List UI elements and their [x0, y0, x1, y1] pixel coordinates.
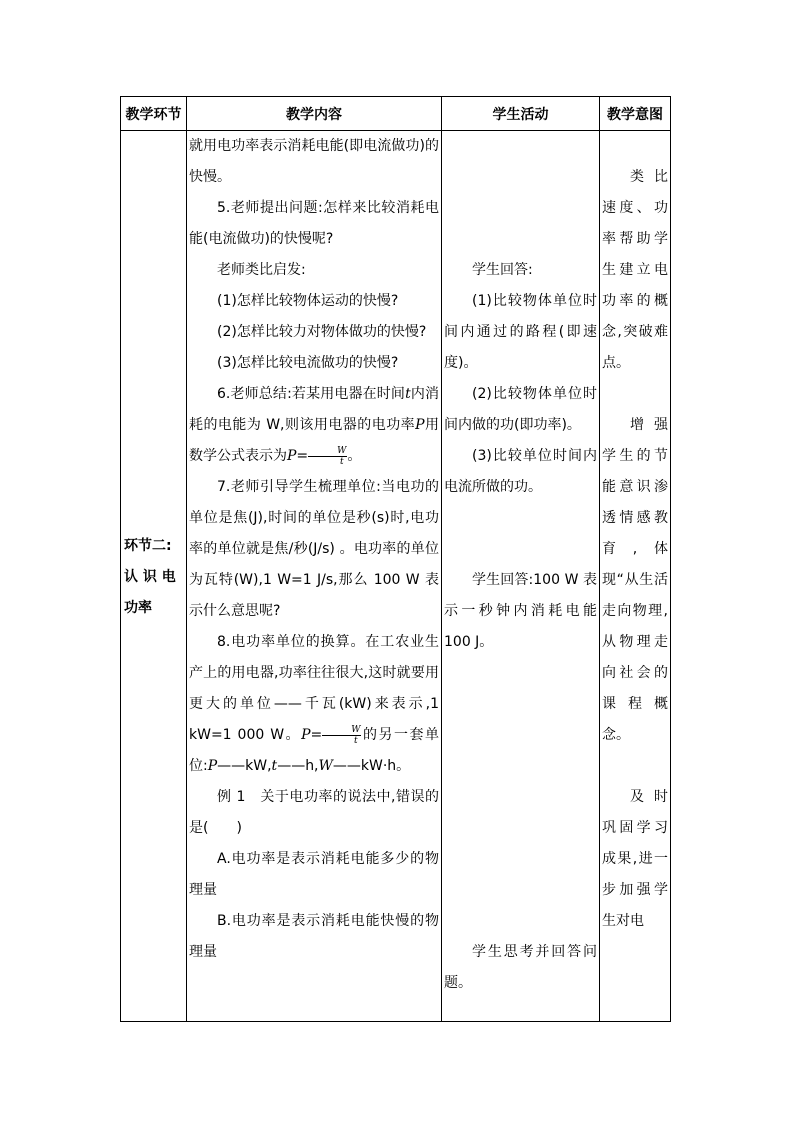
lesson-plan-table — [120, 96, 671, 1022]
stage-label: 环节二: 认 识 电 功率 — [124, 538, 176, 616]
intent-cell — [600, 131, 671, 1022]
power-formula-fraction: $\frac{W}{t}$ — [322, 725, 361, 746]
content-paragraph-formula: 6.老师总结:若某用电器在时间t内消耗的电能为 W,则该用电器的电功率P用数学公式表示为P= $\frac{W}{t}$ 。 — [189, 386, 440, 467]
header-teaching-stage: 教学环节 — [121, 97, 187, 131]
content-paragraph: (2)怎样比较力对物体做功的快慢? — [217, 324, 427, 340]
activity-paragraph: (1)比较物体单位时间内通过的路程(即速度)。 — [444, 293, 597, 371]
teaching-intent — [600, 131, 670, 937]
header-teaching-content: 教学内容 — [187, 97, 442, 131]
content-paragraph: 7.老师引导学生梳理单位:当电功的单位是焦(J),时间的单位是秒(s)时,电功率的单位就是焦/秒(J/s) 。电功率的单位为瓦特(W),1 W=1 J/s,那么 100 W 表示什么意思呢? — [189, 479, 439, 619]
intent-paragraph: 类比速度、功率帮助学生建立电功率的概念,突破难点。 — [602, 169, 668, 371]
teaching-content — [187, 131, 441, 968]
content-paragraph: 老师类比启发: — [217, 262, 306, 278]
activity-paragraph: 学生思考并回答问题。 — [444, 944, 597, 991]
student-activity — [442, 131, 599, 999]
content-cell — [187, 131, 442, 1022]
content-paragraph-formula: 8.电功率单位的换算。在工农业生产上的用电器,功率往往很大,这时就要用更大的单位——千瓦(kW)来表示,1 kW=1 000 W。P= $\frac{W}{t}$ 的另一套单位:P——kW,t——h,W——kW·h。 — [189, 634, 439, 774]
activity-paragraph: (2)比较物体单位时间内做的功(即功率)。 — [444, 386, 597, 433]
table-row — [121, 131, 671, 1022]
content-paragraph: (3)怎样比较电流做功的快慢? — [217, 355, 399, 371]
activity-paragraph: 学生回答:100 W 表示一秒钟内消耗电能 100 J。 — [444, 572, 597, 650]
stage-cell — [121, 131, 187, 1022]
power-formula-fraction: $\frac{W}{t}$ — [308, 446, 347, 467]
content-paragraph: 5.老师提出问题:怎样来比较消耗电能(电流做功)的快慢呢? — [189, 200, 439, 247]
header-student-activity: 学生活动 — [442, 97, 600, 131]
activity-cell — [442, 131, 600, 1022]
option-b: B.电功率是表示消耗电能快慢的物理量 — [189, 913, 439, 960]
content-paragraph: (1)怎样比较物体运动的快慢? — [217, 293, 399, 309]
intent-paragraph: 及时巩固学习成果,进一步加强学生对电 — [602, 789, 668, 929]
activity-paragraph: 学生回答: — [472, 262, 533, 278]
example-question: 例 1 关于电功率的说法中,错误的是( ) — [189, 789, 439, 836]
intent-paragraph: 增强学生的节能意识渗透情感教育,体现“从生活走向物理,从物理走向社会的课程概念。 — [602, 417, 668, 743]
activity-paragraph: (3)比较单位时间内电流所做的功。 — [444, 448, 597, 495]
option-a: A.电功率是表示消耗电能多少的物理量 — [189, 851, 439, 898]
table-header-row — [121, 97, 671, 131]
content-paragraph: 就用电功率表示消耗电能(即电流做功)的快慢。 — [189, 138, 439, 185]
header-teaching-intent: 教学意图 — [600, 97, 671, 131]
